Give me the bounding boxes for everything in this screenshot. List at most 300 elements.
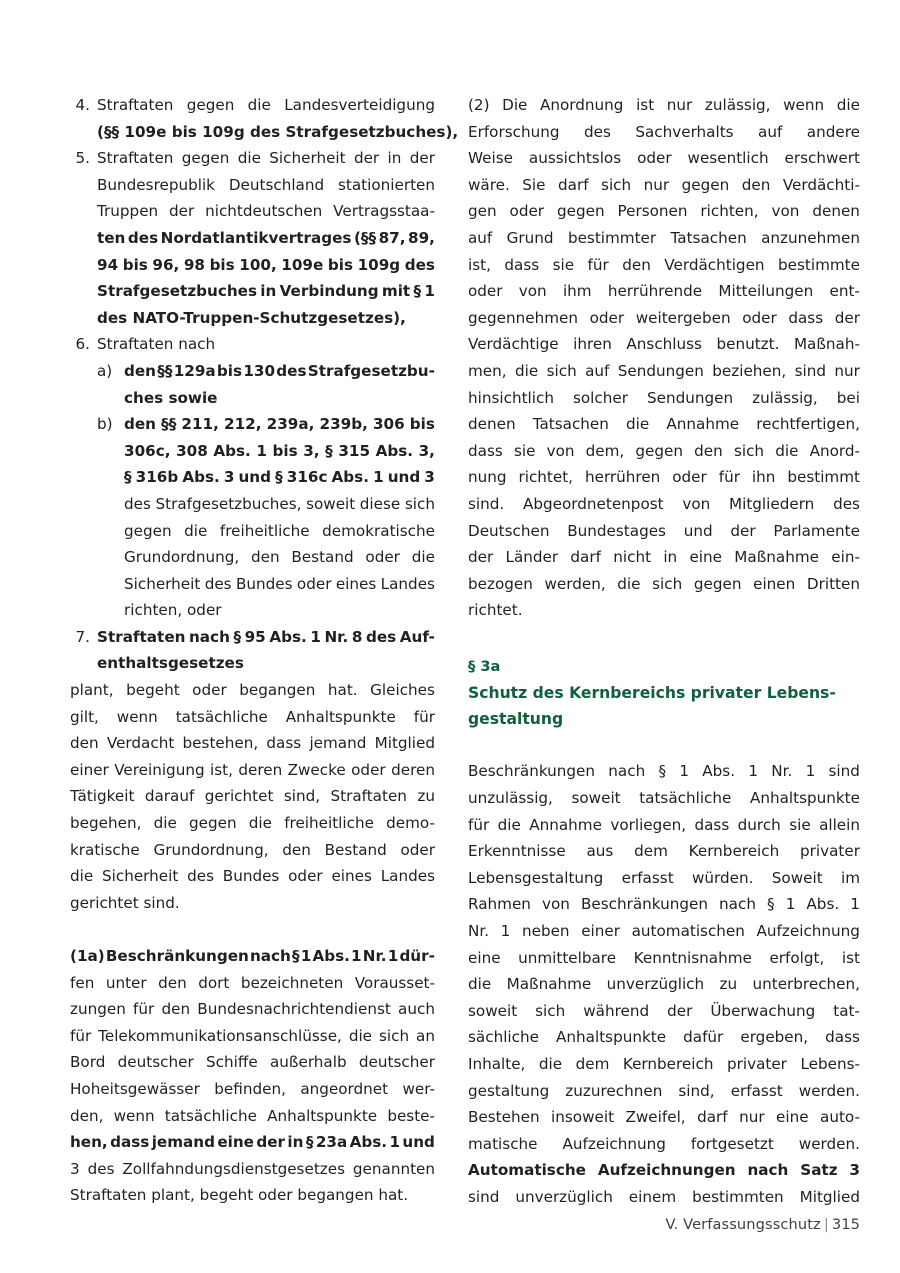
text-line (468, 1157, 860, 1184)
text-line (468, 1078, 860, 1105)
line-word: nur (834, 361, 860, 380)
line-word: des (365, 627, 397, 646)
line-word: Dritten (806, 574, 860, 593)
text-line (124, 597, 435, 624)
line-word: Lebens- (800, 1055, 860, 1073)
line-word: Tatsachen (532, 415, 609, 434)
line-word: die (836, 96, 860, 114)
line-word: gegen (693, 574, 742, 593)
line-word: auch (398, 1000, 435, 1019)
line-word: bestimmte (778, 255, 860, 274)
line-word: §§ (157, 361, 173, 380)
text-line (468, 571, 860, 598)
line-word: richtet, (518, 468, 574, 487)
line-word: § (413, 282, 422, 301)
text-line (70, 730, 435, 757)
line-text: ches sowie (124, 388, 218, 407)
line-word: sind (468, 1187, 500, 1206)
text-line (468, 438, 860, 465)
text-line (468, 305, 860, 332)
text-line (70, 1182, 435, 1209)
line-word: tatsächliche (175, 707, 268, 726)
line-word: gegennehmen (468, 308, 578, 327)
list-item-marker: 5. (75, 149, 90, 168)
line-word: rechtfertigen, (756, 415, 860, 434)
line-word: 3 (223, 468, 235, 487)
text-line (97, 198, 435, 225)
line-word: die (497, 815, 521, 834)
line-word: darf (697, 1108, 728, 1127)
line-word: oder (365, 548, 400, 567)
line-word: in (287, 1133, 304, 1152)
line-word: den (124, 415, 156, 434)
line-word: den, (70, 1106, 104, 1125)
list-item-body (97, 145, 435, 331)
line-word: ist (636, 96, 655, 114)
line-word: ergeben, (740, 1028, 809, 1047)
line-word: einer (70, 760, 109, 779)
line-word: sächliche (468, 1028, 539, 1047)
line-word: der (169, 202, 195, 221)
section-title-line: gestaltung (468, 709, 564, 728)
line-word: Sendungen (646, 388, 734, 407)
line-word: 3 (424, 468, 435, 487)
line-word: Abs. (182, 468, 220, 487)
text-line (124, 438, 435, 465)
line-word: für (468, 815, 490, 834)
line-word: die (348, 1026, 373, 1045)
line-word: Bundes (222, 867, 280, 886)
line-word: die (775, 441, 799, 460)
line-word: beziehen, (712, 361, 787, 380)
text-line (97, 92, 435, 119)
line-word: herrühren (584, 468, 661, 487)
text-line (97, 624, 435, 651)
line-word: bei (836, 388, 860, 407)
line-word: die (70, 867, 94, 886)
line-word: Personen (617, 202, 688, 221)
line-word: ent- (829, 282, 860, 301)
line-text: richtet. (468, 601, 523, 620)
line-word: bis (216, 361, 243, 380)
line-word: Aufzeichnung (756, 922, 860, 941)
line-word: neben (521, 922, 570, 941)
line-word: unter (105, 973, 147, 992)
legal-list-item (70, 624, 435, 677)
line-word: ist, (210, 760, 233, 779)
line-word: zu (417, 787, 435, 806)
line-word: Die (502, 96, 528, 114)
line-word: 1 (424, 282, 435, 301)
line-word: unverzüglich (606, 975, 705, 994)
text-line (124, 491, 435, 518)
line-word: 1 (387, 947, 399, 965)
line-word: dass (468, 441, 503, 460)
line-word: Automatische (468, 1161, 586, 1180)
line-word: in (387, 149, 402, 168)
line-word: aus (586, 842, 614, 861)
text-line (70, 1076, 435, 1103)
line-word: 130 (243, 361, 276, 380)
line-word: oder (192, 681, 227, 700)
line-word: Aufzeichnungen (597, 1161, 736, 1180)
line-word: Maßnahme (734, 548, 819, 567)
line-word: demokratische (322, 521, 435, 540)
line-word: Straftaten (97, 96, 174, 114)
line-word: Nr. (324, 627, 349, 646)
line-word: die (514, 361, 539, 380)
line-word: bis (122, 255, 148, 274)
text-line (468, 278, 860, 305)
line-word: für (718, 468, 740, 487)
sub-list-item-marker: b) (97, 415, 113, 434)
line-word: oder (589, 308, 625, 327)
line-word: Abs. (806, 895, 840, 914)
line-word: Landesverteidigung (284, 96, 435, 114)
line-word: Inhalte, (468, 1055, 526, 1073)
line-word: 89, (408, 228, 435, 247)
line-word: Abs. (702, 762, 736, 781)
sub-list-item (97, 411, 435, 624)
line-word: men, (468, 361, 507, 380)
line-word: Straftaten (97, 627, 186, 646)
text-line (97, 145, 435, 172)
line-text: richten, oder (124, 601, 222, 620)
line-word: Zollfahndungsdienstgesetzes (122, 1159, 345, 1178)
legal-list-item (70, 331, 435, 624)
line-word: die (247, 96, 271, 114)
line-word: 1 (389, 1133, 401, 1152)
line-word: der (353, 149, 380, 168)
line-word: bestehen, (182, 734, 259, 753)
line-word: sind (794, 361, 827, 380)
line-word: Verdächtigen (664, 255, 765, 274)
line-word: darf (570, 548, 601, 567)
text-line (70, 943, 435, 970)
line-word: sich (404, 494, 435, 513)
line-word: eines (331, 867, 372, 886)
line-word: Länder (505, 548, 559, 567)
line-word: Strafgesetzbuches, (155, 494, 302, 513)
sub-list-item (97, 358, 435, 411)
line-word: ihn (751, 468, 776, 487)
line-word: zulässig, (704, 96, 771, 114)
line-word: 109g (357, 255, 401, 274)
line-word: gegen (556, 202, 605, 221)
text-line (468, 1051, 860, 1078)
text-line (70, 1103, 435, 1130)
text-line (70, 1023, 435, 1050)
line-word: 3 (849, 1161, 860, 1180)
line-word: dass (694, 815, 730, 834)
line-word: begangen (239, 681, 316, 700)
line-word: gegen (635, 441, 684, 460)
line-word: sind. (468, 494, 505, 513)
line-word: werden. (798, 1081, 860, 1100)
footer-section-label: V. Verfassungsschutz (665, 1216, 821, 1233)
line-word: nach (747, 1161, 789, 1180)
line-word: oder (509, 202, 545, 221)
section-number: § 3a (468, 657, 501, 675)
line-word: Verdächti- (782, 175, 860, 194)
line-word: Bestehen (468, 1108, 540, 1127)
line-word: dort (198, 973, 230, 992)
line-word: 212, (224, 415, 262, 434)
line-word: Parlamente (773, 521, 860, 540)
line-word: und (402, 1133, 435, 1152)
line-word: Mitglied (374, 734, 435, 753)
text-line (468, 1131, 860, 1158)
text-line (97, 225, 435, 252)
line-word: Tatsachen (670, 228, 747, 247)
line-word: oder (468, 282, 503, 301)
text-line (468, 385, 860, 412)
line-word: allein (819, 815, 860, 834)
line-word: des (833, 494, 860, 513)
line-word: auf (585, 361, 610, 380)
text-line (468, 252, 860, 279)
line-word: wäre. (468, 175, 510, 194)
text-line (468, 891, 860, 918)
line-word: soweit (468, 1001, 518, 1020)
line-word: Bestand (291, 548, 354, 567)
text-line (70, 677, 435, 704)
line-word: Abs. (213, 441, 251, 460)
text-line (124, 464, 435, 491)
line-word: (1a) (70, 947, 105, 965)
line-word: zulässig, (752, 388, 818, 407)
line-word: erfasst (621, 868, 674, 887)
line-word: sich (378, 1026, 410, 1045)
line-word: 100, (239, 255, 277, 274)
line-word: 3 (70, 1159, 80, 1178)
line-word: werden. (798, 1134, 860, 1153)
section-heading-block (468, 654, 860, 732)
section-heading (468, 654, 860, 732)
line-word: gestaltung (468, 1081, 550, 1100)
line-word: Bundesrepublik (97, 175, 215, 194)
line-word: nach (249, 947, 291, 965)
line-word: den (124, 361, 156, 380)
line-word: denen (468, 415, 516, 434)
line-word: Abs. (312, 947, 350, 965)
line-word: nicht (613, 548, 652, 567)
line-word: einen (753, 574, 796, 593)
line-word: § (325, 441, 333, 460)
text-line (124, 358, 435, 385)
right-column (435, 0, 900, 1211)
text-line (70, 890, 435, 917)
line-word: für (587, 255, 609, 274)
line-word: außerhalb (269, 1053, 347, 1072)
line-word: von (541, 895, 570, 914)
line-word: unmittelbare (518, 948, 617, 967)
line-word: Sicherheit (269, 149, 346, 168)
line-word: von (771, 202, 800, 221)
text-line (97, 650, 435, 677)
list-item-marker: 7. (75, 627, 90, 646)
line-word: kratische (70, 840, 140, 859)
text-line (97, 172, 435, 199)
line-word: dem, (585, 441, 625, 460)
line-word: nach (608, 762, 646, 781)
line-word: Lebensgestaltung (468, 868, 604, 887)
line-word: für (70, 1026, 92, 1045)
line-word: den (158, 973, 187, 992)
paragraph-1a (70, 943, 435, 1209)
line-word: erfasst (730, 1081, 783, 1100)
line-word: dem (575, 1055, 610, 1073)
line-word: automatischen (631, 922, 745, 941)
line-word: gegen (189, 814, 237, 833)
text-line (468, 411, 860, 438)
line-word: würden. (691, 868, 754, 887)
line-word: sind, (283, 787, 321, 806)
line-word: bis (409, 415, 435, 434)
line-word: eine (468, 948, 501, 967)
line-word: plant, (70, 681, 114, 700)
line-word: Kenntnisnahme (633, 948, 752, 967)
line-word: deren (391, 760, 435, 779)
text-line (468, 865, 860, 892)
line-word: Mitglied (799, 1187, 860, 1206)
line-word: an (416, 1026, 435, 1045)
line-word: Hoheitsgewässer (70, 1079, 200, 1098)
line-word: zuzurechnen (565, 1081, 663, 1100)
line-word: Zweifel, (625, 1108, 686, 1127)
text-line (70, 1156, 435, 1183)
line-word: Bord (70, 1053, 106, 1072)
line-word: die (153, 814, 177, 833)
line-word: erfolgt, (769, 948, 825, 967)
line-word: im (840, 868, 860, 887)
line-word: 1 (373, 468, 384, 487)
text-line (70, 757, 435, 784)
line-word: 306c, (124, 441, 171, 460)
line-text: enthaltsgesetzes (97, 654, 244, 673)
line-word: 3, (303, 441, 320, 460)
line-word: Sicherheit (102, 867, 179, 886)
line-word: beste- (387, 1106, 435, 1125)
line-word: sie (513, 441, 536, 460)
line-word: bezogen (468, 574, 533, 593)
text-line (468, 225, 860, 252)
line-word: tatsächliche (639, 789, 732, 808)
line-word: während (583, 1001, 650, 1020)
line-word: § (305, 1133, 314, 1152)
line-word: 129a (173, 361, 216, 380)
line-word: bis (272, 441, 298, 460)
line-word: wesentlich (687, 149, 769, 168)
line-word: benutzt. (716, 335, 780, 354)
line-word: Anhaltspunkte (556, 1028, 667, 1047)
line-word: Soweit (771, 868, 823, 887)
line-word: erschwert (784, 149, 860, 168)
line-word: vorliegen, (610, 815, 687, 834)
line-word: Mitteilungen (718, 282, 814, 301)
line-word: sich (733, 441, 765, 460)
line-word: sich (652, 574, 683, 593)
line-text: (§§ 109e bis 109g des Strafgesetzbuches), (97, 122, 459, 141)
line-word: 94 (97, 255, 119, 274)
line-word: den (741, 175, 771, 194)
line-word: 1 (310, 627, 321, 646)
text-line (70, 810, 435, 837)
line-word: des (124, 494, 151, 513)
line-word: des (187, 867, 214, 886)
line-word: den (70, 734, 99, 753)
line-word: den (282, 840, 311, 859)
line-word: andere (806, 122, 860, 141)
line-word: ist, (468, 255, 491, 274)
line-word: Anord- (809, 441, 860, 460)
line-word: 239a, (266, 415, 315, 434)
line-word: Maßnah- (793, 335, 860, 354)
line-word: für (413, 707, 435, 726)
text-line (70, 1049, 435, 1076)
line-word: herrührende (607, 282, 703, 301)
text-line (70, 996, 435, 1023)
line-word: § (658, 762, 667, 781)
line-word: der (409, 149, 435, 168)
text-line (70, 970, 435, 997)
line-word: Vereinigung (114, 760, 205, 779)
line-word: sind (828, 762, 860, 781)
line-word: hen, (70, 1133, 108, 1152)
line-word: Truppen (97, 202, 159, 221)
text-line (97, 119, 459, 146)
line-word: solcher (572, 388, 628, 407)
line-word: sich (535, 1001, 566, 1020)
line-text: Straftaten nach (97, 335, 216, 354)
line-word: §§ (161, 415, 177, 434)
line-word: Anhaltspunkte (285, 707, 396, 726)
line-word: die (538, 1055, 563, 1073)
line-word: 95 (244, 627, 266, 646)
line-word: fortgesetzt (690, 1134, 774, 1153)
line-word: sie (789, 815, 811, 834)
line-word: nach (719, 895, 756, 914)
line-word: Deutschland (228, 175, 325, 194)
line-word: oder (637, 149, 672, 168)
line-word: Beschränkungen (580, 895, 708, 914)
line-word: Bundesnachrichtendienst (197, 1000, 391, 1019)
text-line (97, 278, 435, 305)
line-word: stationierten (338, 175, 435, 194)
line-word: oder (351, 760, 386, 779)
line-word: mit (381, 282, 411, 301)
line-word: 8 (351, 627, 363, 646)
line-word: Verbindung (279, 282, 379, 301)
line-word: Schiffe (206, 1053, 258, 1072)
line-word: eine (776, 1108, 809, 1127)
line-word: Straftaten (330, 787, 407, 806)
line-word: genannten (352, 1159, 435, 1178)
line-word: auf (468, 228, 493, 247)
line-word: weitergeben (635, 308, 731, 327)
line-word: hinsichtlich (468, 388, 554, 407)
line-word: wenn (116, 707, 158, 726)
line-word: wenn (113, 1106, 155, 1125)
text-line (468, 785, 860, 812)
line-word: Verdacht (106, 734, 175, 753)
line-word: ihm (562, 282, 592, 301)
text-line (468, 518, 860, 545)
line-word: des (276, 361, 307, 380)
text-line (70, 783, 435, 810)
line-word: Verdächtige (468, 335, 559, 354)
line-word: 3, (418, 441, 435, 460)
